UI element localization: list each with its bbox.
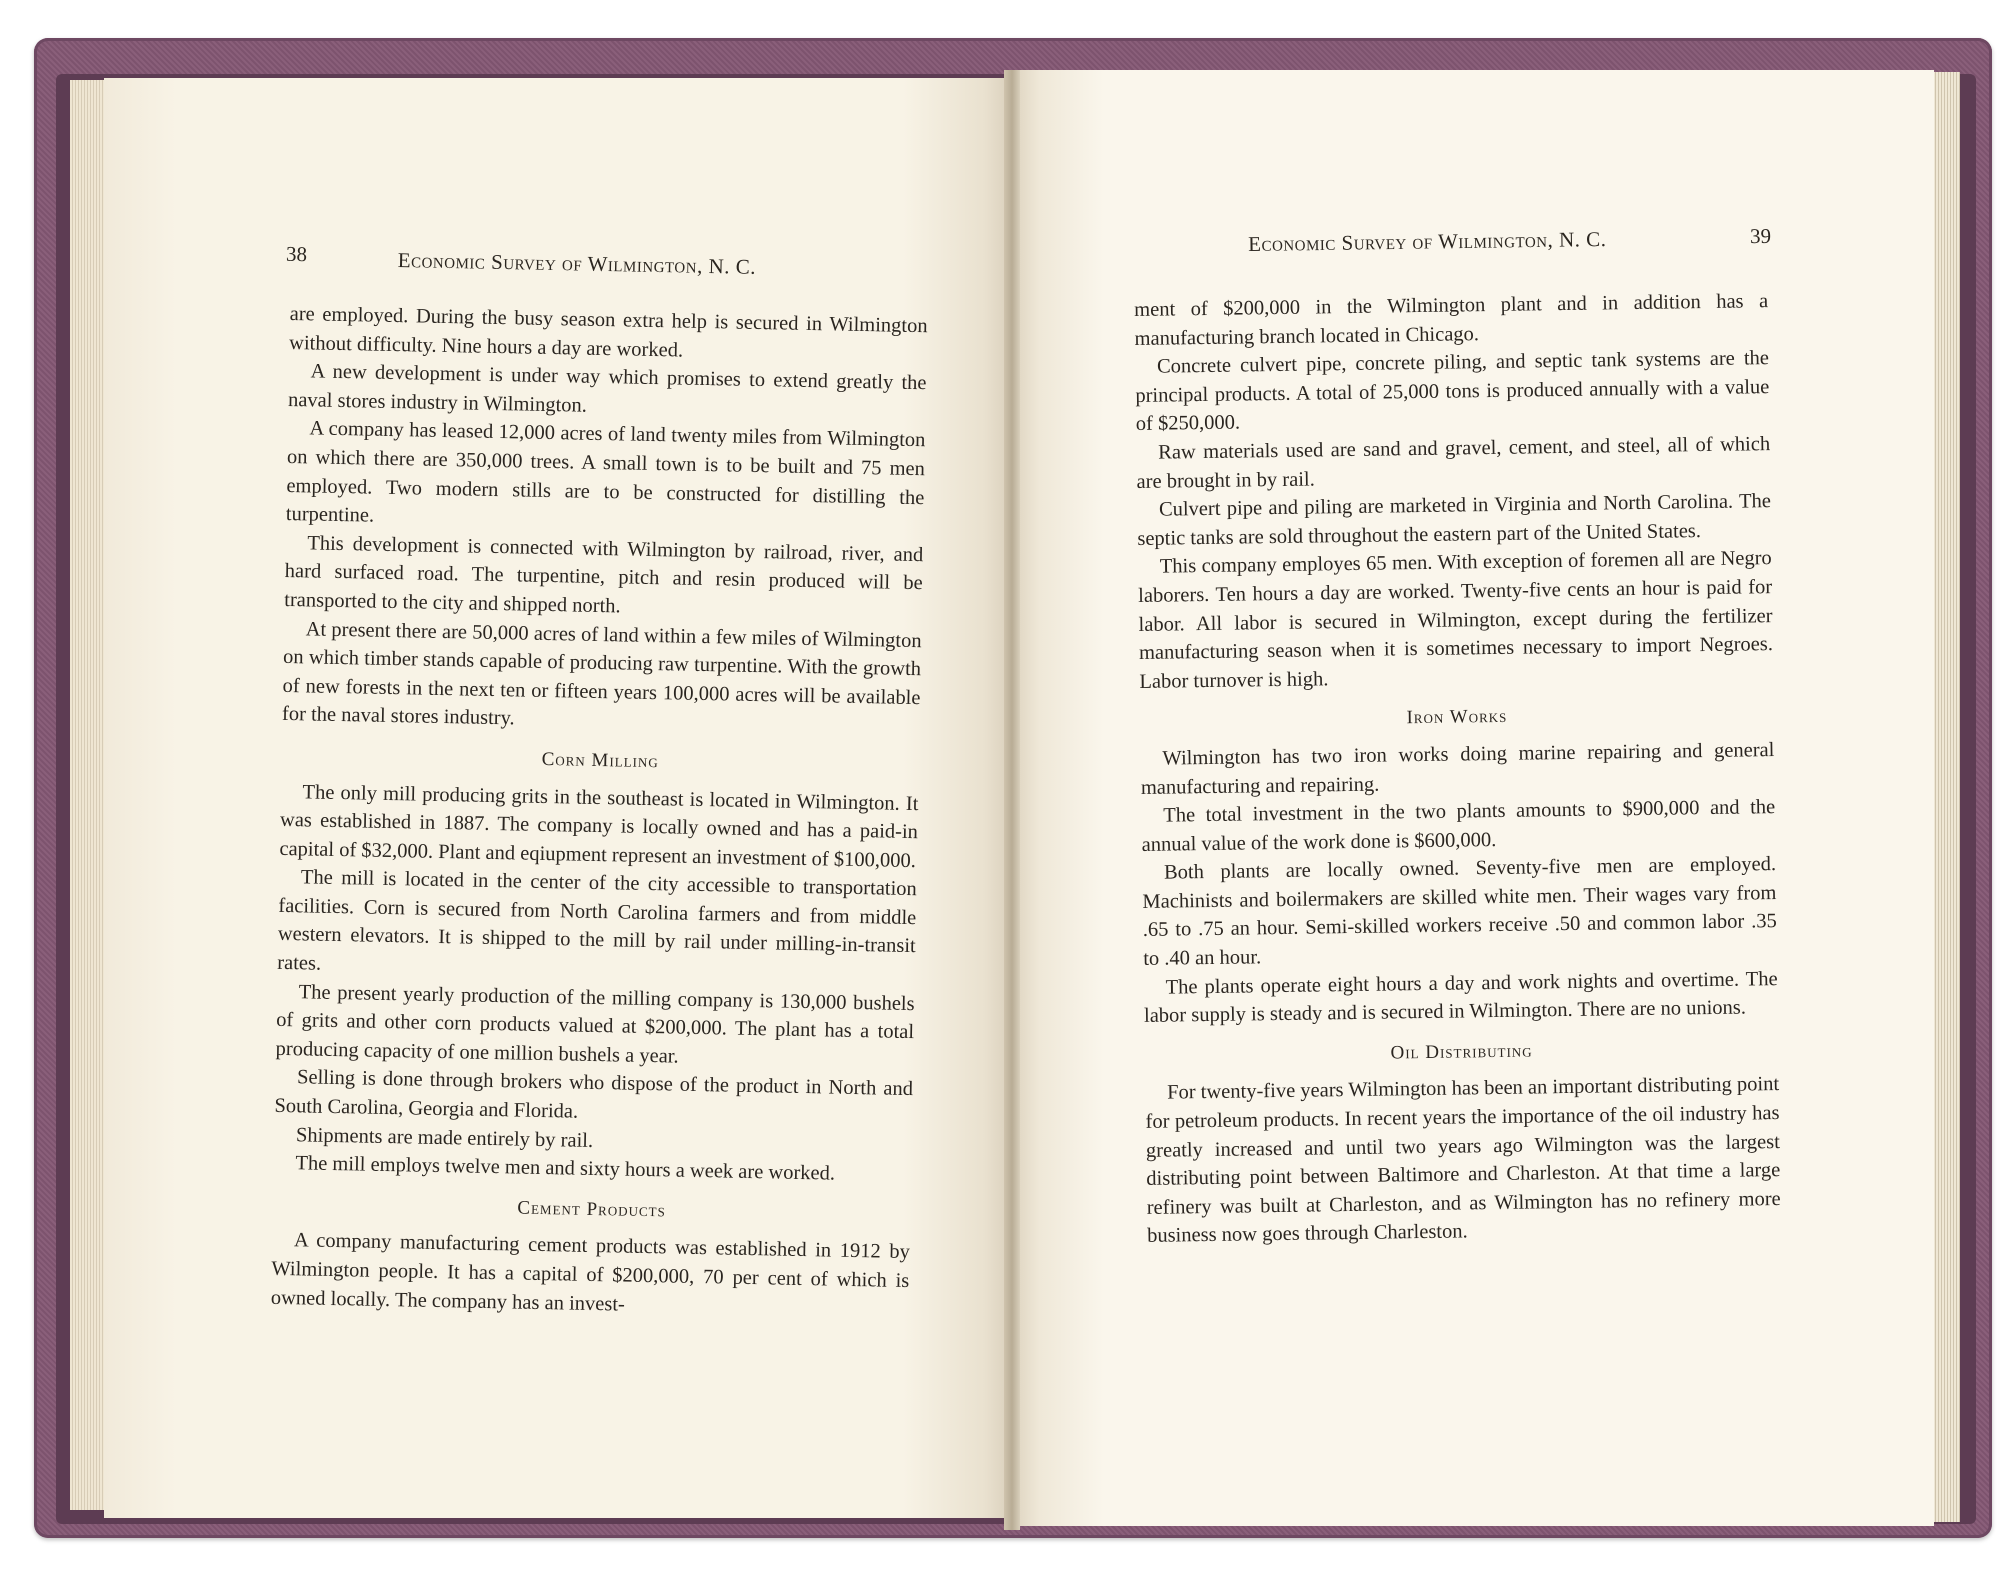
left-page-edges bbox=[70, 80, 108, 1510]
right-page-number: 39 bbox=[1749, 223, 1772, 249]
paragraph: This development is connected with Wilmington by railroad, river, and hard surfaced road. The turpentine, pitch and resin produced will be transported to the city and shipped north. bbox=[284, 532, 924, 618]
paragraph: are employed. During the busy season extra help is secured in Wilmington without difficulty. Nine hours a day are worked. bbox=[288, 302, 928, 362]
paragraph: The only mill producing grits in the southeast is located in Wilmington. It was established in 1887. The company is locally owned and has a paid-in capital of $32,000. Plant and eqiupment represent an investment of $100,000. bbox=[279, 780, 919, 872]
paragraph: The present yearly production of the milling company is 130,000 bushels of grits and other corn products valued at $200,000. The plant has a total producing capacity of one million bushels a year. bbox=[275, 980, 915, 1068]
paragraph: A company has leased 12,000 acres of land twenty miles from Wilmington on which there are 350,000 trees. A small town is to be built and 75 men employed. Two modern stills are to be constructed for distilling the turpentine. bbox=[285, 417, 926, 527]
right-running-head: Economic Survey of Wilmington, N. C. bbox=[1248, 226, 1607, 256]
paragraph: For twenty-five years Wilmington has been an important distributing point for petroleum products. In recent years the importance of the oil industry has greatly increased and until two years ago Wilmington was the largest distributing point between Baltimore and Charleston. At that time a large refinery was built at Charleston, and as Wilmington has no refinery more business now goes through Charleston. bbox=[1145, 1073, 1781, 1248]
paragraph: Wilmington has two iron works doing marine repairing and general manufacturing and repairing. bbox=[1140, 739, 1775, 799]
paragraph: Raw materials used are sand and gravel, cement, and steel, all of which are brought in by rail. bbox=[1136, 433, 1771, 493]
book-gutter bbox=[1004, 70, 1020, 1530]
paragraph: Selling is done through brokers who dispose of the product in North and South Carolina, Georgia and Florida. bbox=[274, 1066, 914, 1123]
section-heading-corn-milling: Corn Milling bbox=[541, 748, 659, 773]
paragraph: The total investment in the two plants amounts to $900,000 and the annual value of the work done is $600,000. bbox=[1141, 796, 1776, 856]
right-page-body bbox=[1134, 287, 1781, 1251]
section-heading-oil-distributing: Oil Distributing bbox=[1390, 1040, 1533, 1064]
section-heading-iron-works: Iron Works bbox=[1406, 706, 1508, 729]
paragraph: A company manufacturing cement products was established in 1912 by Wilmington people. It has a capital of $200,000, 70 per cent of which is owned locally. The company has an invest- bbox=[270, 1229, 911, 1316]
paragraph: Both plants are locally owned. Seventy-five men are employed. Machinists and boilermakers are skilled white men. Their wages vary from .65 to .75 an hour. Semi-skilled workers receive .50 and common labor .35 to .40 an hour. bbox=[1142, 853, 1777, 970]
right-page-edges bbox=[1930, 72, 1960, 1522]
left-page-number: 38 bbox=[285, 241, 308, 267]
paragraph: Shipments are made entirely by rail. bbox=[295, 1123, 594, 1152]
paragraph: This company employes 65 men. With exception of foremen all are Negro laborers. Ten hours a day are worked. Twenty-five cents an hour is paid for labor. All labor is secured in Wilmington, except during the fertilizer manufacturing season when it is sometimes necessary to import Negroes. Labor turnover is high. bbox=[1138, 547, 1774, 693]
section-heading-cement-products: Cement Products bbox=[517, 1197, 667, 1222]
paragraph: The mill is located in the center of the city accessible to transportation facilities. Corn is secured from North Carolina farmers and from middle western elevators. It is shipped to the mill by rail under milling-in-transit rates. bbox=[277, 866, 918, 975]
left-page-body bbox=[271, 300, 928, 1324]
paragraph: Culvert pipe and piling are marketed in Virginia and North Carolina. The septic tanks are sold throughout the eastern part of the United States. bbox=[1137, 490, 1772, 550]
paragraph: ment of $200,000 in the Wilmington plant and in addition has a manufacturing branch located in Chicago. bbox=[1134, 290, 1769, 350]
paragraph: At present there are 50,000 acres of land within a few miles of Wilmington on which timber stands capable of producing raw turpentine. With the growth of new forests in the next ten or fifteen years 100,000 acres will be available for the naval stores industry. bbox=[281, 617, 922, 730]
paragraph: Concrete culvert pipe, concrete piling, and septic tank systems are the principal products. A total of 25,000 tons is produced annually with a value of $250,000. bbox=[1135, 347, 1770, 436]
paragraph: The mill employs twelve men and sixty hours a week are worked. bbox=[295, 1152, 836, 1185]
paragraph: A new development is under way which promises to extend greatly the naval stores industry in Wilmington. bbox=[287, 360, 927, 417]
left-running-head: Economic Survey of Wilmington, N. C. bbox=[397, 248, 757, 279]
paragraph: The plants operate eight hours a day and work nights and overtime. The labor supply is steady and is secured in Wilmington. There are no unions. bbox=[1143, 967, 1778, 1028]
